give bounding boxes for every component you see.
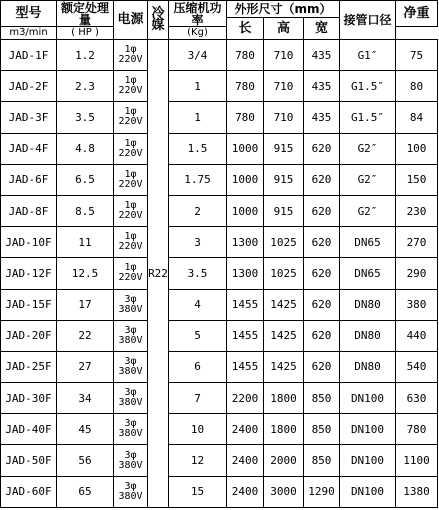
cell-pipe: G2″ [340,164,396,195]
cell-pipe: DN80 [340,320,396,351]
cell-hp: 3/4 [169,40,227,71]
power-phase: 1φ [124,106,137,118]
col-weight-unit: (Kg) [169,27,227,40]
cell-length: 1300 [227,258,264,289]
power-voltage: 380V [118,459,143,471]
cell-model: JAD-30F [1,383,57,414]
cell-power [114,195,148,226]
cell-height: 915 [264,133,304,164]
cell-flow: 6.5 [57,164,114,195]
cell-height: 2000 [264,445,304,476]
cell-height: 1025 [264,227,304,258]
col-height: 高 [264,18,304,40]
cell-hp: 5 [169,320,227,351]
cell-flow: 1.2 [57,40,114,71]
cell-width: 435 [304,40,340,71]
cell-length: 1000 [227,195,264,226]
cell-hp: 1 [169,71,227,102]
cell-height: 710 [264,102,304,133]
cell-height: 1425 [264,289,304,320]
cell-length: 1000 [227,133,264,164]
cell-pipe: DN100 [340,445,396,476]
cell-power [114,227,148,258]
table-row [1,164,438,195]
cell-pipe: DN100 [340,383,396,414]
col-flow: 额定处理量 [57,1,114,27]
power-voltage: 220V [118,178,143,190]
cell-height: 1025 [264,258,304,289]
cell-flow: 17 [57,289,114,320]
cell-power [114,133,148,164]
table-row [1,102,438,133]
cell-model: JAD-2F [1,71,57,102]
cell-width: 620 [304,320,340,351]
cell-power [114,320,148,351]
cell-flow: 12.5 [57,258,114,289]
cell-pipe: DN100 [340,476,396,507]
cell-power [114,383,148,414]
cell-length: 780 [227,40,264,71]
cell-model: JAD-20F [1,320,57,351]
table-row [1,320,438,351]
cell-flow: 27 [57,351,114,382]
table-row [1,445,438,476]
table-row [1,351,438,382]
cell-power [114,102,148,133]
power-voltage: 380V [118,303,143,315]
cell-flow: 45 [57,414,114,445]
cell-weight: 1100 [396,445,438,476]
cell-pipe: DN100 [340,414,396,445]
cell-width: 1290 [304,476,340,507]
cell-flow: 11 [57,227,114,258]
col-dimensions: 外形尺寸（mm） [227,1,340,18]
power-phase: 1φ [124,44,137,56]
power-phase: 1φ [124,137,137,149]
cell-hp: 6 [169,351,227,382]
cell-length: 2400 [227,414,264,445]
cell-height: 915 [264,164,304,195]
power-voltage: 220V [118,116,143,128]
col-width: 宽 [304,18,340,40]
table-row [1,258,438,289]
cell-pipe: G1″ [340,40,396,71]
table-row [1,71,438,102]
cell-weight: 80 [396,71,438,102]
power-phase: 3φ [124,293,137,305]
table-row [1,414,438,445]
cell-width: 620 [304,289,340,320]
table-row [1,227,438,258]
power-phase: 3φ [124,480,137,492]
cell-weight: 540 [396,351,438,382]
power-voltage: 380V [118,490,143,502]
cell-model: JAD-60F [1,476,57,507]
col-compressor-unit: ( HP ) [57,27,114,40]
power-phase: 3φ [124,324,137,336]
cell-power [114,351,148,382]
col-compressor: 压缩机功率 [169,1,227,27]
cell-model: JAD-40F [1,414,57,445]
cell-power [114,71,148,102]
power-voltage: 380V [118,334,143,346]
cell-height: 915 [264,195,304,226]
cell-hp: 2 [169,195,227,226]
power-phase: 3φ [124,355,137,367]
cell-height: 710 [264,71,304,102]
cell-weight: 290 [396,258,438,289]
power-voltage: 220V [118,210,143,222]
power-voltage: 380V [118,397,143,409]
cell-width: 435 [304,102,340,133]
power-phase: 3φ [124,387,137,399]
cell-pipe: G1.5″ [340,71,396,102]
power-phase: 1φ [124,168,137,180]
power-phase: 1φ [124,200,137,212]
cell-width: 620 [304,164,340,195]
power-voltage: 220V [118,241,143,253]
cell-flow: 4.8 [57,133,114,164]
col-length: 长 [227,18,264,40]
cell-hp: 7 [169,383,227,414]
cell-power [114,445,148,476]
cell-flow: 2.3 [57,71,114,102]
col-refrigerant: 冷媒 [148,1,169,40]
cell-pipe: G2″ [340,133,396,164]
cell-flow: 3.5 [57,102,114,133]
cell-flow: 65 [57,476,114,507]
cell-flow: 22 [57,320,114,351]
cell-pipe: DN80 [340,289,396,320]
cell-width: 850 [304,383,340,414]
table-row [1,133,438,164]
cell-length: 2200 [227,383,264,414]
cell-hp: 15 [169,476,227,507]
cell-power [114,258,148,289]
power-voltage: 220V [118,85,143,97]
cell-pipe: G1.5″ [340,102,396,133]
cell-model: JAD-1F [1,40,57,71]
cell-length: 1455 [227,320,264,351]
power-voltage: 220V [118,54,143,66]
cell-model: JAD-8F [1,195,57,226]
cell-model: JAD-50F [1,445,57,476]
cell-model: JAD-12F [1,258,57,289]
cell-refrigerant: R22 [148,40,169,508]
cell-model: JAD-25F [1,351,57,382]
cell-width: 620 [304,227,340,258]
table-row [1,383,438,414]
table-row [1,195,438,226]
col-pipe: 接管口径 [340,1,396,40]
cell-hp: 10 [169,414,227,445]
cell-height: 1425 [264,351,304,382]
cell-pipe: G2″ [340,195,396,226]
power-phase: 3φ [124,449,137,461]
power-phase: 1φ [124,231,137,243]
table-row [1,289,438,320]
cell-weight: 75 [396,40,438,71]
power-voltage: 380V [118,428,143,440]
cell-length: 780 [227,71,264,102]
power-phase: 1φ [124,75,137,87]
cell-height: 3000 [264,476,304,507]
cell-length: 2400 [227,476,264,507]
cell-weight: 84 [396,102,438,133]
cell-width: 620 [304,258,340,289]
cell-width: 850 [304,414,340,445]
cell-height: 710 [264,40,304,71]
cell-weight: 270 [396,227,438,258]
cell-model: JAD-15F [1,289,57,320]
col-weight: 净重 [396,1,438,27]
cell-hp: 4 [169,289,227,320]
col-flow-unit: m3/min [1,27,57,40]
cell-power [114,414,148,445]
cell-hp: 1.5 [169,133,227,164]
power-phase: 1φ [124,262,137,274]
cell-power [114,164,148,195]
cell-hp: 3 [169,227,227,258]
cell-model: JAD-10F [1,227,57,258]
cell-height: 1800 [264,383,304,414]
cell-power [114,476,148,507]
table-row [1,40,438,71]
cell-flow: 8.5 [57,195,114,226]
cell-weight: 150 [396,164,438,195]
cell-weight: 780 [396,414,438,445]
cell-hp: 12 [169,445,227,476]
cell-weight: 630 [396,383,438,414]
cell-length: 2400 [227,445,264,476]
cell-length: 780 [227,102,264,133]
cell-height: 1425 [264,320,304,351]
cell-length: 1455 [227,351,264,382]
cell-hp: 1 [169,102,227,133]
cell-width: 620 [304,351,340,382]
cell-hp: 3.5 [169,258,227,289]
cell-length: 1300 [227,227,264,258]
cell-weight: 440 [396,320,438,351]
cell-width: 435 [304,71,340,102]
cell-model: JAD-6F [1,164,57,195]
cell-flow: 34 [57,383,114,414]
cell-power [114,40,148,71]
cell-weight: 230 [396,195,438,226]
cell-pipe: DN65 [340,227,396,258]
col-model: 型号 [1,1,57,27]
cell-power [114,289,148,320]
cell-width: 620 [304,133,340,164]
cell-hp: 1.75 [169,164,227,195]
col-power: 电源 [114,1,148,40]
cell-weight: 100 [396,133,438,164]
cell-width: 850 [304,445,340,476]
power-phase: 3φ [124,418,137,430]
power-voltage: 220V [118,272,143,284]
cell-height: 1800 [264,414,304,445]
cell-model: JAD-3F [1,102,57,133]
cell-model: JAD-4F [1,133,57,164]
table-row [1,476,438,507]
power-voltage: 220V [118,147,143,159]
cell-flow: 56 [57,445,114,476]
cell-length: 1000 [227,164,264,195]
cell-width: 620 [304,195,340,226]
cell-length: 1455 [227,289,264,320]
cell-pipe: DN65 [340,258,396,289]
power-voltage: 380V [118,365,143,377]
cell-pipe: DN80 [340,351,396,382]
cell-weight: 1380 [396,476,438,507]
cell-weight: 380 [396,289,438,320]
